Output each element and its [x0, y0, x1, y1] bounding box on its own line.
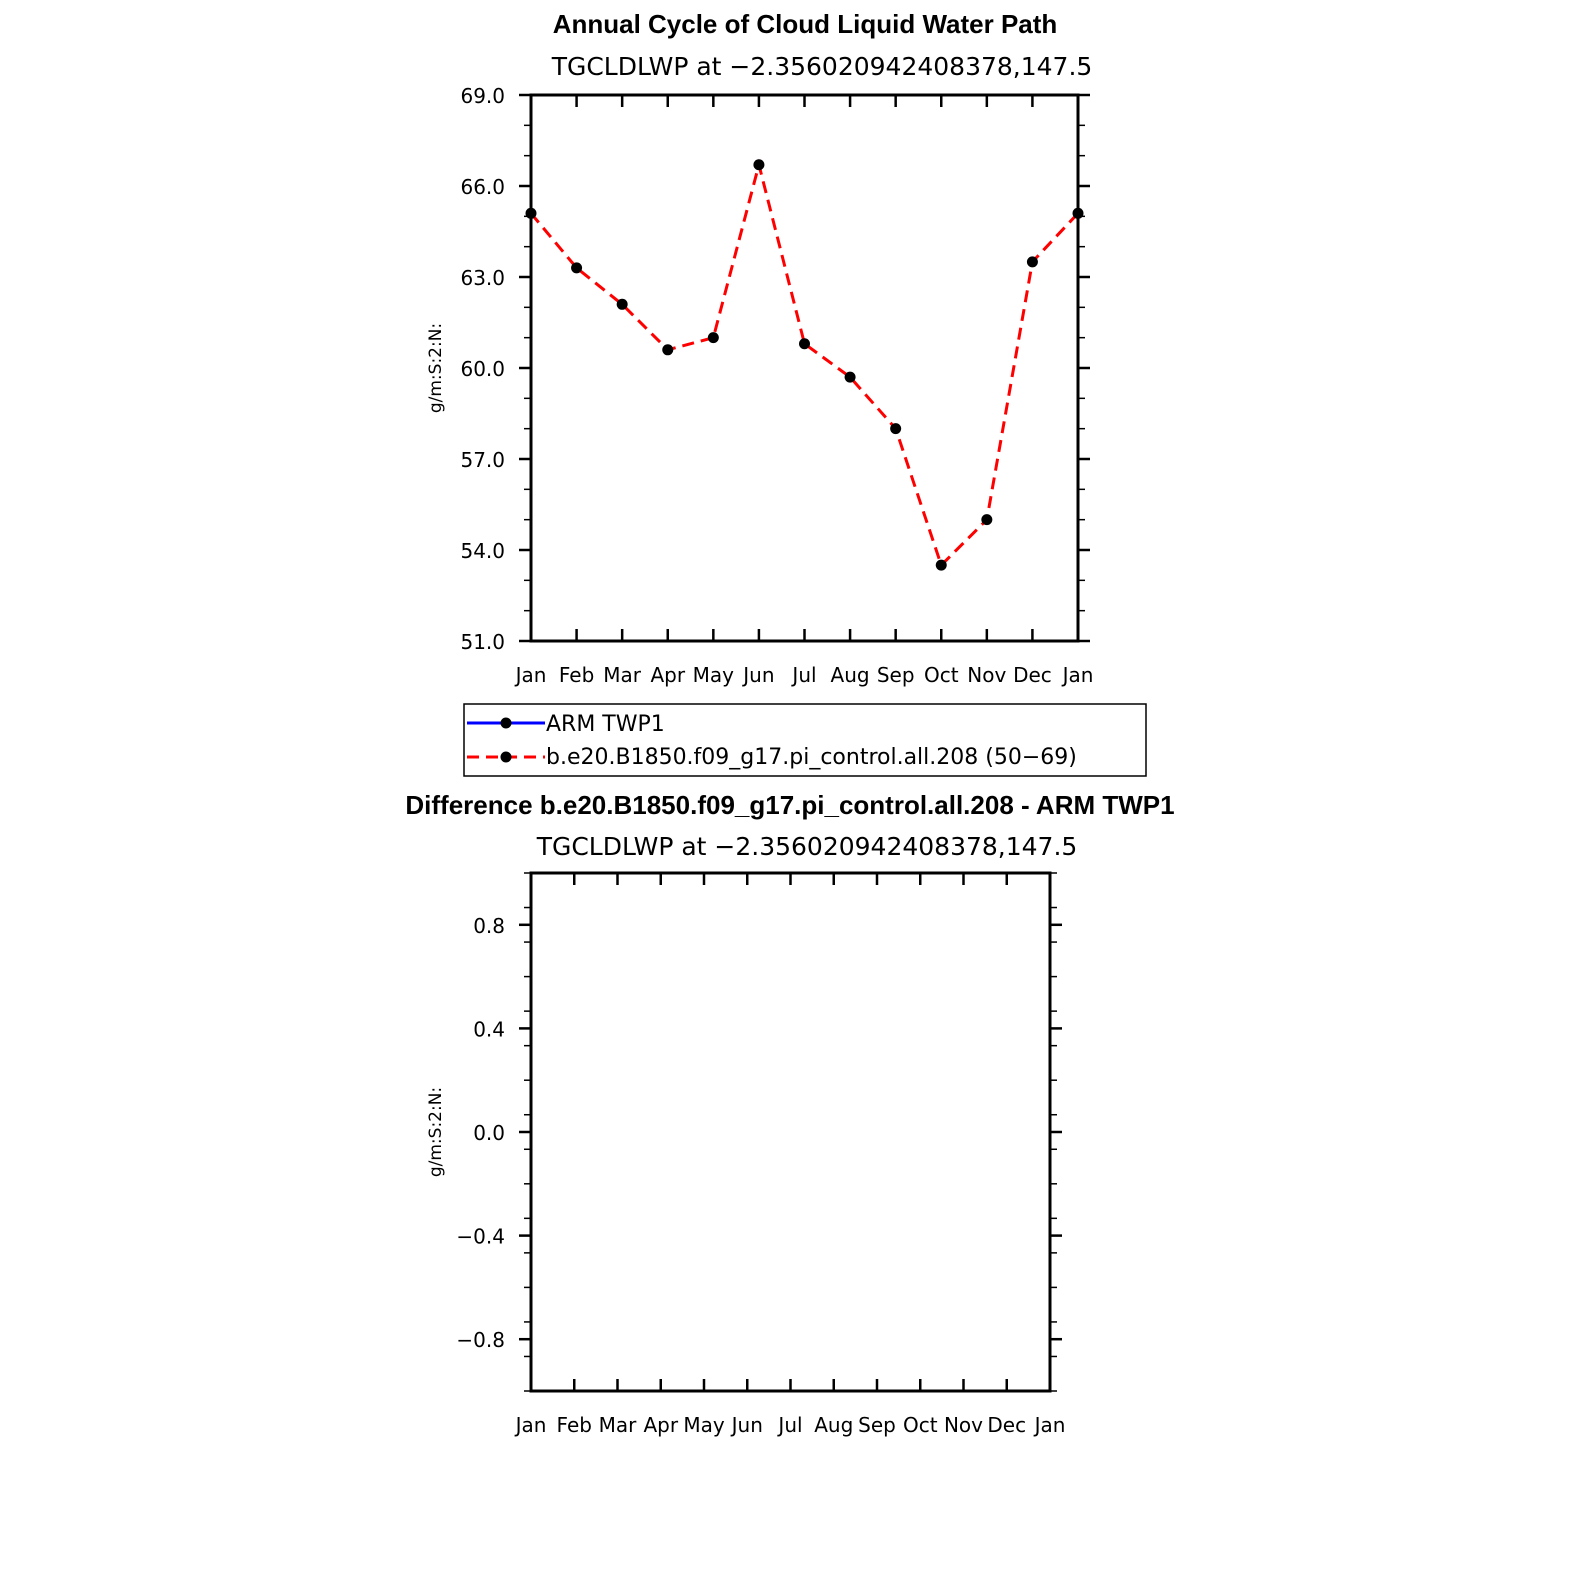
data-point	[526, 208, 537, 219]
y-axis-label: g/m:S:2:N:	[426, 1086, 446, 1178]
data-point	[890, 423, 901, 434]
data-point	[1027, 256, 1038, 267]
y-tick-labels	[460, 84, 505, 654]
data-series	[526, 159, 1084, 570]
x-tick-label: Dec	[987, 1413, 1027, 1437]
x-tick-labels	[514, 1413, 1066, 1437]
y-tick-label: 57.0	[460, 448, 505, 472]
x-tick-label: May	[692, 663, 735, 687]
chart-title: Annual Cycle of Cloud Liquid Water Path	[552, 9, 1058, 39]
y-tick-labels	[456, 914, 505, 1352]
data-point	[708, 332, 719, 343]
chart-subtitle: TGCLDLWP at −2.356020942408378,147.5	[551, 52, 1093, 81]
y-tick-label: 0.4	[473, 1017, 505, 1042]
tick-marks	[519, 873, 1062, 1391]
x-tick-label: Aug	[814, 1413, 854, 1437]
x-tick-label: Apr	[650, 663, 686, 687]
x-tick-label: Jan	[515, 663, 547, 687]
annual-cycle-chart	[426, 9, 1146, 776]
data-point	[981, 514, 992, 525]
chart-subtitle: TGCLDLWP at −2.356020942408378,147.5	[536, 832, 1078, 861]
y-tick-label: 0.8	[473, 913, 505, 938]
legend-label-arm-twp1: ARM TWP1	[546, 712, 665, 737]
data-point	[617, 299, 628, 310]
data-point	[571, 262, 582, 273]
y-tick-label: 54.0	[460, 539, 505, 563]
x-tick-label: Nov	[967, 663, 1007, 687]
plot-frame	[531, 95, 1078, 641]
x-tick-label: Jul	[792, 663, 817, 687]
data-point	[1073, 208, 1084, 219]
x-tick-label: Oct	[923, 663, 959, 687]
x-tick-label: Feb	[558, 663, 595, 687]
x-tick-label: Mar	[603, 663, 642, 687]
legend-label-model: b.e20.B1850.f09_g17.pi_control.all.208 (50−69)	[546, 745, 1077, 770]
x-tick-label: Jan	[515, 1413, 547, 1437]
x-tick-labels	[514, 663, 1094, 687]
x-tick-label: Jan	[1034, 1413, 1066, 1437]
data-point	[753, 159, 764, 170]
y-tick-label: 60.0	[460, 357, 505, 381]
y-tick-label: 63.0	[460, 266, 505, 290]
legend-marker-arm-twp1	[501, 718, 512, 729]
x-tick-label: May	[683, 1413, 725, 1437]
y-tick-label: −0.4	[456, 1224, 505, 1249]
x-tick-label: Oct	[902, 1413, 938, 1437]
y-tick-label: 69.0	[460, 84, 505, 108]
x-tick-label: Mar	[598, 1413, 637, 1437]
legend	[464, 704, 1146, 776]
y-axis-label: g/m:S:2:N:	[426, 322, 446, 414]
x-tick-label: Sep	[876, 663, 915, 687]
x-tick-label: Jul	[778, 1413, 803, 1437]
data-point	[662, 344, 673, 355]
x-tick-label: Apr	[643, 1413, 679, 1437]
data-point	[845, 372, 856, 383]
y-tick-label: 66.0	[460, 175, 505, 199]
x-tick-label: Aug	[830, 663, 870, 687]
x-tick-label: Nov	[943, 1413, 984, 1437]
data-point	[936, 560, 947, 571]
y-tick-label: −0.8	[456, 1328, 505, 1353]
x-tick-label: Jun	[731, 1413, 763, 1437]
x-tick-label: Feb	[556, 1413, 592, 1437]
difference-chart	[405, 790, 1174, 1437]
plot-frame	[531, 873, 1050, 1391]
chart-title: Difference b.e20.B1850.f09_g17.pi_control.all.208 - ARM TWP1	[405, 790, 1175, 820]
series-line	[531, 165, 1078, 565]
y-tick-label: 0.0	[473, 1121, 505, 1145]
x-tick-label: Dec	[1013, 663, 1052, 687]
tick-marks	[519, 95, 1090, 641]
y-tick-label: 51.0	[460, 630, 505, 654]
x-tick-label: Sep	[858, 1413, 896, 1437]
legend-marker-model	[501, 752, 512, 763]
data-point	[799, 338, 810, 349]
x-tick-label: Jun	[743, 663, 775, 687]
x-tick-label: Jan	[1062, 663, 1094, 687]
